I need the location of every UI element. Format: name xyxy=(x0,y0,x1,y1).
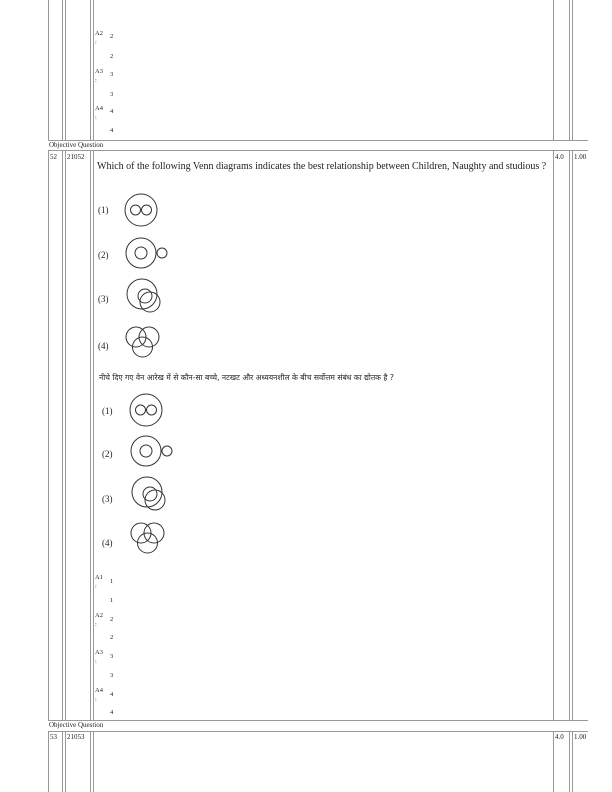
answer-digit: 3 xyxy=(110,653,114,660)
option-label: (2) xyxy=(98,250,109,260)
answer-label: A3 xyxy=(95,649,103,656)
answer-value: 2 xyxy=(110,634,114,641)
answer-label: A2 xyxy=(95,612,103,619)
question-id: 21052 xyxy=(67,153,85,161)
answer-digit: 2 xyxy=(110,616,114,623)
answer-colon: : xyxy=(95,658,97,665)
option-label: (1) xyxy=(98,205,109,215)
question-text-english: Which of the following Venn diagrams indicates the best relationship between Children, Naughty and studious ? xyxy=(97,161,547,172)
venn-diagram-concentric-with-outside xyxy=(128,433,178,469)
answer-label: A4 xyxy=(95,687,103,694)
answer-value: 3 xyxy=(110,672,114,679)
answer-label: A2 xyxy=(95,30,103,37)
question-number: 52 xyxy=(50,153,57,161)
question-text-hindi: नीचे दिए गए वेन आरेख में से कौन-सा बच्चे, नटखट और अध्ययनशील के बीच सर्वोत्तम संबंध का द्योतक है ? xyxy=(99,373,394,382)
answer-colon: : xyxy=(95,114,97,121)
question-negative-marks: 1.00 xyxy=(574,153,587,161)
next-question-marks: 4.0 xyxy=(555,733,564,741)
venn-diagram-three-mutual-overlap xyxy=(128,518,168,556)
answer-colon: : xyxy=(95,39,97,46)
answer-colon: : xyxy=(95,621,97,628)
answer-value: 2 xyxy=(110,53,114,60)
option-label: (4) xyxy=(98,341,109,351)
answer-label: A3 xyxy=(95,68,103,75)
option-label: (3) xyxy=(102,494,113,504)
answer-value: 4 xyxy=(110,127,114,134)
answer-value: 4 xyxy=(110,709,114,716)
answer-value: 1 xyxy=(110,597,114,604)
next-question-negative-marks: 1.00 xyxy=(574,733,587,741)
venn-diagram-overlapping-three xyxy=(128,473,172,513)
next-section-label: Objective Question xyxy=(49,721,104,729)
answer-digit: 3 xyxy=(110,71,114,78)
venn-diagram-concentric-with-outside xyxy=(123,235,173,271)
answer-digit: 2 xyxy=(110,33,114,40)
venn-diagram-two-inner-circles xyxy=(123,192,163,228)
answer-colon: : xyxy=(95,77,97,84)
answer-colon: : xyxy=(95,696,97,703)
option-label: (4) xyxy=(102,538,113,548)
venn-diagram-three-mutual-overlap xyxy=(123,322,163,360)
answer-label: A1 xyxy=(95,574,103,581)
venn-diagram-overlapping-three xyxy=(123,275,167,315)
venn-diagram-two-inner-circles xyxy=(128,392,168,428)
option-label: (1) xyxy=(102,406,113,416)
answer-digit: 1 xyxy=(110,578,114,585)
next-question-id: 21053 xyxy=(67,733,85,741)
answer-value: 3 xyxy=(110,91,114,98)
answer-colon: : xyxy=(95,583,97,590)
answer-digit: 4 xyxy=(110,108,114,115)
answer-label: A4 xyxy=(95,105,103,112)
option-label: (2) xyxy=(102,449,113,459)
question-marks: 4.0 xyxy=(555,153,564,161)
section-label: Objective Question xyxy=(49,141,104,149)
answer-digit: 4 xyxy=(110,691,114,698)
option-label: (3) xyxy=(98,294,109,304)
next-question-number: 53 xyxy=(50,733,57,741)
